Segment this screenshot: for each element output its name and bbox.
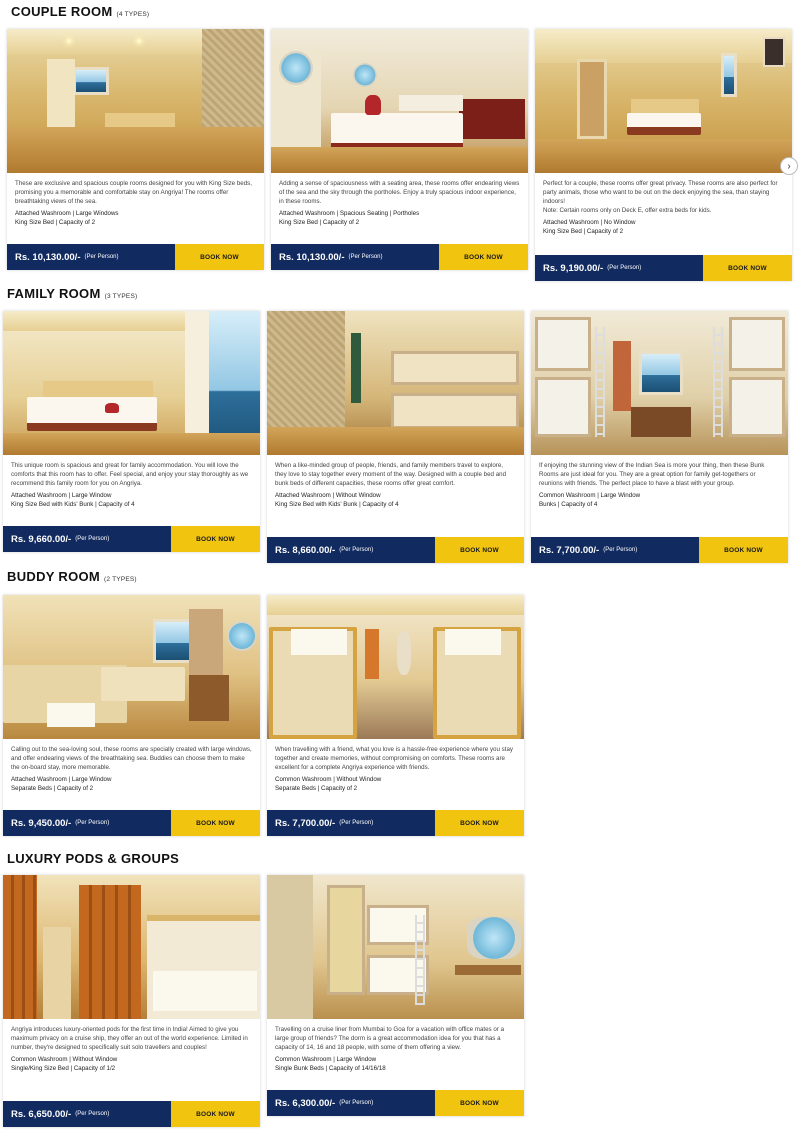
room-note: Note: Certain rooms only on Deck E, offer extra beds for kids. bbox=[543, 207, 712, 214]
room-description: Travelling on a cruise liner from Mumbai to Goa for a vacation with office mates or a large group of friends? The dorm is a great accommodation idea for you that has a capacity of 14, 16 and 18 people, with some of them offering a view. bbox=[275, 1026, 505, 1051]
price-label: Rs. 7,700.00/- (Per Person) bbox=[267, 810, 435, 836]
room-card-couple-2 bbox=[271, 29, 528, 270]
room-description: These are exclusive and spacious couple rooms designed for you with King Size beds, promising you a memorable and comfortable stay on Angriya! The rooms offer breathtaking views of the sea. bbox=[15, 180, 252, 205]
room-photo bbox=[271, 29, 528, 173]
section-title-family-room: FAMILY ROOM (3 TYPES) bbox=[7, 286, 138, 301]
room-card-family-1 bbox=[3, 311, 260, 552]
room-description: This unique room is spacious and great for family accommodation. You will love the comforts that this room has to offer. Feel special, and enjoy your stay thoroughly as we recommend this family room for you on Angriya. bbox=[11, 462, 249, 487]
section-title-luxury-pods: LUXURY PODS & GROUPS bbox=[7, 851, 180, 866]
room-features: Common Washroom | Without Window bbox=[275, 776, 382, 783]
room-card-couple-3 bbox=[535, 29, 792, 281]
room-description: Perfect for a couple, these rooms offer great privacy. These rooms are also perfect for party animals, those who want to be out on the deck enjoying the sea, than staying indoors! bbox=[543, 180, 778, 205]
book-now-button[interactable]: BOOK NOW bbox=[171, 526, 260, 552]
room-features: Attached Washroom | Large Window bbox=[11, 492, 112, 499]
price-label: Rs. 6,300.00/- (Per Person) bbox=[267, 1090, 435, 1116]
book-now-button[interactable]: BOOK NOW bbox=[699, 537, 788, 563]
book-now-button[interactable]: BOOK NOW bbox=[171, 1101, 260, 1127]
room-card-couple-1 bbox=[7, 29, 264, 270]
book-now-button[interactable]: BOOK NOW bbox=[439, 244, 528, 270]
room-description: When a like-minded group of people, friends, and family members travel to explore, they love to stay together every moment of the way. Designed with a couple bed and bunk beds of different capacities, these rooms offer great comfort. bbox=[275, 462, 507, 487]
room-description: Angriya introduces luxury-oriented pods for the first time in India! Aimed to give you maximum privacy on a cruise ship, they offer an out of the world experience. Limited in number, they're designed to specifically suit solo travellers and couples! bbox=[11, 1026, 248, 1051]
price-label: Rs. 6,650.00/- (Per Person) bbox=[3, 1101, 171, 1127]
room-description: When travelling with a friend, what you love is a hassle-free experience where you stay together and create memories, without compromising on comforts. These rooms are excellent for a complete Angriya experience with friends. bbox=[275, 746, 513, 771]
room-capacity: King Size Bed with Kids' Bunk | Capacity of 4 bbox=[11, 501, 135, 508]
room-card-family-3 bbox=[531, 311, 788, 563]
room-features: Attached Washroom | No Window bbox=[543, 219, 636, 226]
room-features: Common Washroom | Without Window bbox=[11, 1056, 118, 1063]
room-capacity: Separate Beds | Capacity of 2 bbox=[275, 785, 358, 792]
carousel-next-button[interactable] bbox=[780, 157, 798, 175]
price-label: Rs. 7,700.00/- (Per Person) bbox=[531, 537, 699, 563]
room-features: Attached Washroom | Large Window bbox=[11, 776, 112, 783]
room-card-buddy-2 bbox=[267, 595, 524, 836]
book-now-button[interactable]: BOOK NOW bbox=[435, 537, 524, 563]
room-capacity: King Size Bed with Kids' Bunk | Capacity of 4 bbox=[275, 501, 399, 508]
room-capacity: Separate Beds | Capacity of 2 bbox=[11, 785, 94, 792]
room-features: Attached Washroom | Spacious Seating | Portholes bbox=[279, 210, 420, 217]
room-capacity: King Size Bed | Capacity of 2 bbox=[543, 228, 624, 235]
room-features: Attached Washroom | Large Windows bbox=[15, 210, 119, 217]
room-card-luxury-2 bbox=[267, 875, 524, 1116]
section-title-buddy-room: BUDDY ROOM (2 TYPES) bbox=[7, 569, 137, 584]
chevron-right-icon: › bbox=[787, 160, 791, 172]
section-title-couple-room: COUPLE ROOM (4 TYPES) bbox=[11, 4, 150, 19]
book-now-button[interactable]: BOOK NOW bbox=[171, 810, 260, 836]
room-features: Common Washroom | Large Window bbox=[275, 1056, 377, 1063]
room-card-family-2 bbox=[267, 311, 524, 563]
book-now-button[interactable]: BOOK NOW bbox=[435, 810, 524, 836]
room-photo bbox=[535, 29, 792, 173]
room-capacity: King Size Bed | Capacity of 2 bbox=[15, 219, 96, 226]
book-now-button[interactable]: BOOK NOW bbox=[175, 244, 264, 270]
room-capacity: Single Bunk Beds | Capacity of 14/16/18 bbox=[275, 1065, 386, 1072]
price-label: Rs. 9,450.00/- (Per Person) bbox=[3, 810, 171, 836]
room-photo bbox=[267, 311, 524, 455]
room-photo bbox=[3, 311, 260, 455]
room-photo bbox=[267, 875, 524, 1019]
room-capacity: King Size Bed | Capacity of 2 bbox=[279, 219, 360, 226]
room-description: Adding a sense of spaciousness with a seating area, these rooms offer endearing views of the sea and the sky through the portholes. Enjoy a truly spacious indoor experience, in these rooms. bbox=[279, 180, 520, 205]
room-card-luxury-1 bbox=[3, 875, 260, 1127]
price-label: Rs. 10,130.00/- (Per Person) bbox=[7, 244, 175, 270]
room-features: Attached Washroom | Without Window bbox=[275, 492, 381, 499]
room-photo bbox=[267, 595, 524, 739]
room-photo bbox=[531, 311, 788, 455]
price-label: Rs. 8,660.00/- (Per Person) bbox=[267, 537, 435, 563]
room-capacity: Bunks | Capacity of 4 bbox=[539, 501, 598, 508]
room-capacity: Single/King Size Bed | Capacity of 1/2 bbox=[11, 1065, 116, 1072]
room-photo bbox=[3, 875, 260, 1019]
price-label: Rs. 9,660.00/- (Per Person) bbox=[3, 526, 171, 552]
book-now-button[interactable]: BOOK NOW bbox=[435, 1090, 524, 1116]
room-card-buddy-1 bbox=[3, 595, 260, 836]
room-description: Calling out to the sea-loving soul, these rooms are specially created with large windows, and offer endearing views of the breathtaking sea. Buddies can choose them to make the on-board stay, more memorable. bbox=[11, 746, 252, 771]
room-features: Common Washroom | Large Window bbox=[539, 492, 641, 499]
price-label: Rs. 10,130.00/- (Per Person) bbox=[271, 244, 439, 270]
book-now-button[interactable]: BOOK NOW bbox=[703, 255, 792, 281]
room-photo bbox=[3, 595, 260, 739]
price-label: Rs. 9,190.00/- (Per Person) bbox=[535, 255, 703, 281]
room-description: If enjoying the stunning view of the Indian Sea is more your thing, then these Bunk Rooms are just ideal for you. They are a great option for family get-togethers or reunions with friends. The perfect place to have a blast with your group. bbox=[539, 462, 765, 487]
room-photo bbox=[7, 29, 264, 173]
